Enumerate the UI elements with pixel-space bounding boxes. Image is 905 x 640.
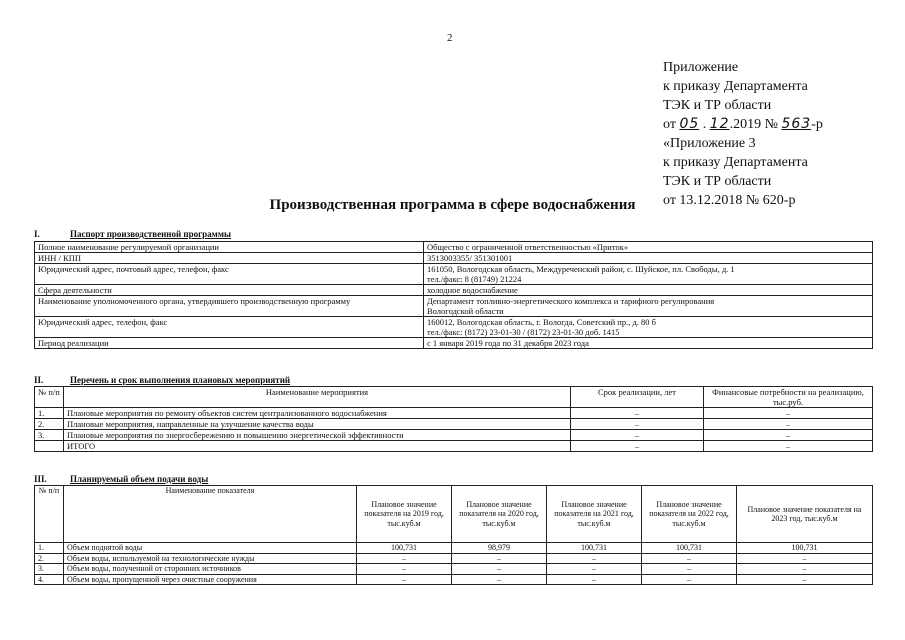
table-row: 1. Объем поднятой воды 100,731 98,979 100,731 100,731 100,731 bbox=[35, 543, 873, 554]
table-row: ИНН / КПП 3513003355/ 351301001 bbox=[35, 253, 873, 264]
table-row: 4. Объем воды, пропущенной через очистные сооружения – – – – – bbox=[35, 574, 873, 585]
passport-table bbox=[34, 241, 873, 349]
table-header-row: № п/п Наименование мероприятия Срок реализации, лет Финансовые потребности на реализацию, тыс.руб. bbox=[35, 387, 873, 408]
document-title: Производственная программа в сфере водоснабжения bbox=[269, 197, 636, 213]
table-row: Юридический адрес, почтовый адрес, телефон, факс 161050, Вологодская область, Междуреченский район, с. Шуйское, пл. Свободы, д. 1 тел./факс: 8 (81749) 21224 bbox=[35, 264, 873, 285]
handwritten-month: 12 bbox=[709, 116, 730, 132]
appendix-line: от 13.12.2018 № 620-р bbox=[663, 193, 796, 208]
table-row: Юридический адрес, телефон, факс 160012, Вологодская область, г. Вологда, Советский пр., д. 80 б тел./факс: (8172) 23-01-30 / (8172) 23-01-30 доб. 1415 bbox=[35, 317, 873, 338]
table-header-row: № п/п Наименование показателя Плановое значение показателя на 2019 год, тыс.куб.м Плановое значение показателя на 2020 год, тыс.куб.м Плановое значение показателя на 2021 год, тыс.куб.м Плановое значение показателя на 2022 год, тыс.куб.м Плановое значение показателя на 2023 год, тыс.куб.м bbox=[35, 486, 873, 543]
appendix-line: «Приложение 3 bbox=[663, 136, 756, 151]
measures-table bbox=[34, 386, 873, 452]
appendix-line: к приказу Департамента bbox=[663, 79, 808, 94]
table-row: Полное наименование регулируемой организации Общество с ограниченной ответственностью «Приток» bbox=[35, 242, 873, 253]
table-row: 3. Объем воды, полученной от сторонних источников – – – – – bbox=[35, 564, 873, 575]
appendix-line: Приложение bbox=[663, 60, 739, 75]
handwritten-order-number: 563 bbox=[781, 116, 812, 132]
table-row: Период реализации с 1 января 2019 года по 31 декабря 2023 года bbox=[35, 338, 873, 349]
appendix-line: ТЭК и ТР области bbox=[663, 98, 772, 113]
table-row: 2. Объем воды, используемой на технологические нужды – – – – – bbox=[35, 553, 873, 564]
section-1-heading: I. Паспорт производственной программы bbox=[34, 229, 231, 239]
section-3-heading: III. Планируемый объем подачи воды bbox=[34, 474, 209, 484]
table-row: 2. Плановые мероприятия, направленные на улучшение качества воды – – bbox=[35, 419, 873, 430]
appendix-line: к приказу Департамента bbox=[663, 155, 808, 170]
table-row: Сфера деятельности холодное водоснабжение bbox=[35, 285, 873, 296]
table-row: 3. Плановые мероприятия по энергосбережению и повышению энергетической эффективности – – bbox=[35, 430, 873, 441]
water-volume-table bbox=[34, 485, 873, 585]
table-row: ИТОГО – – bbox=[35, 441, 873, 452]
appendix-line: ТЭК и ТР области bbox=[663, 174, 772, 189]
table-row: 1. Плановые мероприятия по ремонту объектов систем централизованного водоснабжения – – bbox=[35, 408, 873, 419]
table-row: Наименование уполномоченного органа, утвердившего производственную программу Департамент топливно-энергетического комплекса и тарифного регулирования Вологодской области bbox=[35, 296, 873, 317]
page-number: 2 bbox=[447, 32, 453, 44]
section-2-heading: II. Перечень и срок выполнения плановых мероприятий bbox=[34, 375, 291, 385]
handwritten-day: 05 bbox=[679, 116, 700, 132]
appendix-block bbox=[663, 58, 823, 210]
order-date-line: от 05 . 12.2019 № 563-р bbox=[663, 116, 823, 132]
